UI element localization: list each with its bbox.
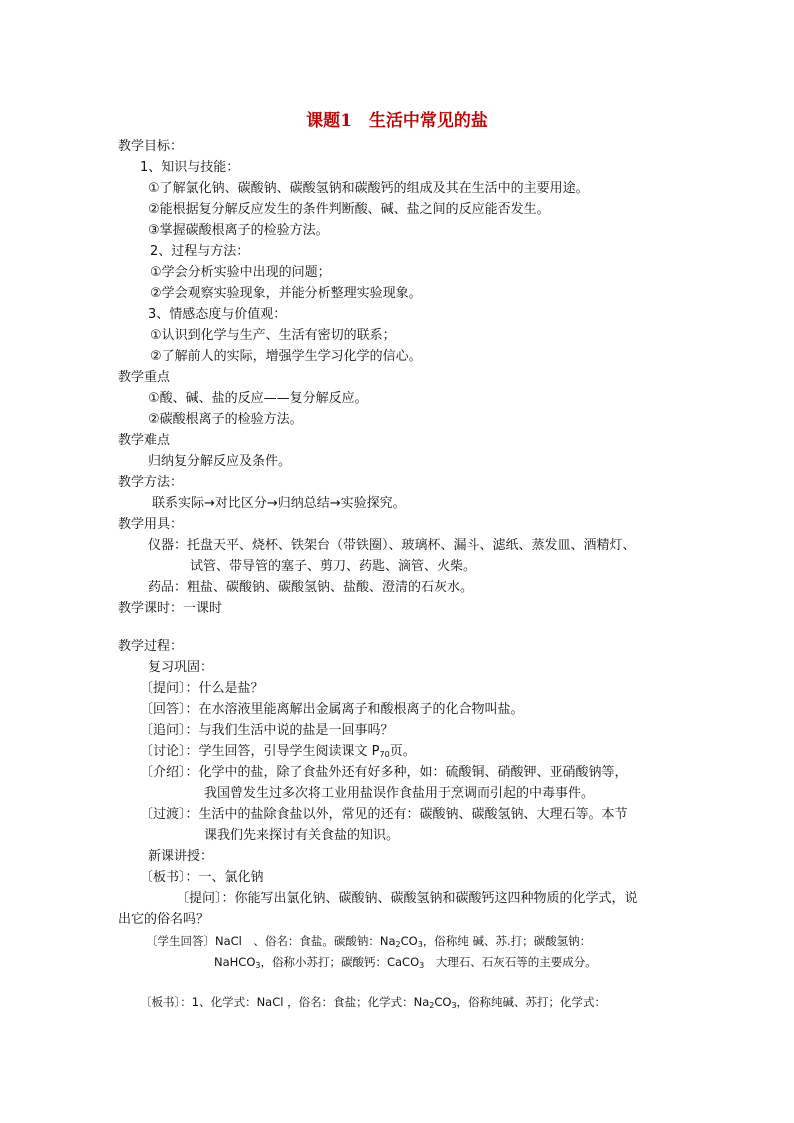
text-segment: ，俗称纯碱、苏打；化学式： xyxy=(456,995,607,1009)
text-segment: ，俗称小苏打；碳酸钙：CaCO xyxy=(260,955,420,969)
text-line: ①了解氯化钠、碳酸钠、碳酸氢钠和碳酸钙的组成及其在生活中的主要用途。 xyxy=(148,181,589,196)
text-line: 新课讲授： xyxy=(148,849,214,864)
text-line: ②能根据复分解反应发生的条件判断酸、碱、盐之间的反应能否发生。 xyxy=(148,202,550,217)
section-heading: 教学用具： xyxy=(118,517,184,532)
page-ref: P xyxy=(371,744,380,759)
subscript: 3 xyxy=(419,961,425,970)
section-heading: 教学过程： xyxy=(118,639,184,654)
text-segment: 页。 xyxy=(389,744,416,759)
section-heading: 教学难点 xyxy=(118,433,171,448)
text-line: 课我们先来探讨有关食盐的知识。 xyxy=(204,828,400,843)
dialogue-line: 〔介绍〕：化学中的盐，除了食盐外还有好多种，如：硫酸铜、硝酸钾、亚硝酸钠等， xyxy=(140,765,628,780)
board-line xyxy=(140,993,606,1015)
section-heading: 教学课时：一课时 xyxy=(118,601,223,616)
section-heading: 教学目标： xyxy=(118,139,184,154)
dialogue-line: 〔过渡〕：生活中的盐除食盐以外，常见的还有：碳酸钠、碳酸氢钠、大理石等。本节 xyxy=(140,807,628,822)
lesson-title: 课题1 生活中常见的盐 xyxy=(306,111,488,131)
sub-heading: 3、情感态度与价值观： xyxy=(148,307,287,322)
page-ref-sub: 70 xyxy=(379,750,390,759)
subscript: 3 xyxy=(451,1001,457,1010)
subscript: 3 xyxy=(417,940,423,949)
sub-heading: 1、知识与技能： xyxy=(140,160,240,175)
subscript: 3 xyxy=(255,961,261,970)
text-line: ②碳酸根离子的检验方法。 xyxy=(148,412,303,427)
text-line: 复习巩固： xyxy=(148,660,214,675)
text-segment: 〔板书〕：1、化学式：NaCl ，俗名：食盐；化学式：Na xyxy=(140,995,430,1009)
text-line: 归纳复分解反应及条件。 xyxy=(148,454,292,469)
sub-heading: 2、过程与方法： xyxy=(150,244,250,259)
answer-line xyxy=(214,953,597,975)
text-segment: 〔学生回答〕NaCl 、俗名：食盐。碳酸钠：Na xyxy=(146,934,396,948)
text-line: ②了解前人的实际，增强学生学习化学的信心。 xyxy=(150,349,422,364)
section-heading: 教学重点 xyxy=(118,370,171,385)
text-line: ②学会观察实验现象，并能分析整理实验现象。 xyxy=(150,286,422,301)
dialogue-line: 〔提问〕：你能写出氯化钠、碳酸钠、碳酸氢钠和碳酸钙这四种物质的化学式，说 xyxy=(176,891,638,906)
text-line: 药品：粗盐、碳酸钠、碳酸氢钠、盐酸、澄清的石灰水。 xyxy=(148,580,474,595)
text-line: ①认识到化学与生产、生活有密切的联系； xyxy=(150,328,396,343)
text-line: ①学会分析实验中出现的问题； xyxy=(150,265,331,280)
text-line: 联系实际→对比区分→归纳总结→实验探究。 xyxy=(152,496,406,511)
text-line: 仪器：托盘天平、烧杯、铁架台（带铁圈）、玻璃杯、漏斗、滤纸、蒸发皿、酒精灯、 xyxy=(148,538,636,553)
section-heading: 教学方法： xyxy=(118,475,184,490)
dialogue-line: 〔板书〕：一、氯化钠 xyxy=(140,870,264,885)
text-line: 我国曾发生过多次将工业用盐误作食盐用于烹调而引起的中毒事件。 xyxy=(204,786,595,801)
dialogue-line xyxy=(140,743,416,764)
dialogue-line: 〔追问〕：与我们生活中说的盐是一回事吗？ xyxy=(140,723,394,738)
answer-line xyxy=(146,932,591,954)
text-segment: NaHCO xyxy=(214,955,256,969)
subscript: 2 xyxy=(429,1001,435,1010)
text-segment: 大理石、石灰石等的主要成分。 xyxy=(424,955,597,969)
text-segment: 〔讨论〕：学生回答，引导学生阅读课文 xyxy=(140,744,368,759)
text-segment: CO xyxy=(434,995,452,1009)
text-segment: CO xyxy=(400,934,418,948)
text-segment: ，俗称纯 碱、苏.打；碳酸氢钠： xyxy=(422,934,592,948)
dialogue-line: 〔提问〕：什么是盐？ xyxy=(140,681,264,696)
text-line: 出它的俗名吗？ xyxy=(118,912,210,927)
text-line: 试管、带导管的塞子、剪刀、药匙、滴管、火柴。 xyxy=(190,559,477,574)
dialogue-line: 〔回答〕：在水溶液里能离解出金属离子和酸根离子的化合物叫盐。 xyxy=(140,702,524,717)
subscript: 2 xyxy=(395,940,401,949)
text-line: ①酸、碱、盐的反应——复分解反应。 xyxy=(148,391,368,406)
text-line: ③掌握碳酸根离子的检验方法。 xyxy=(148,223,329,238)
